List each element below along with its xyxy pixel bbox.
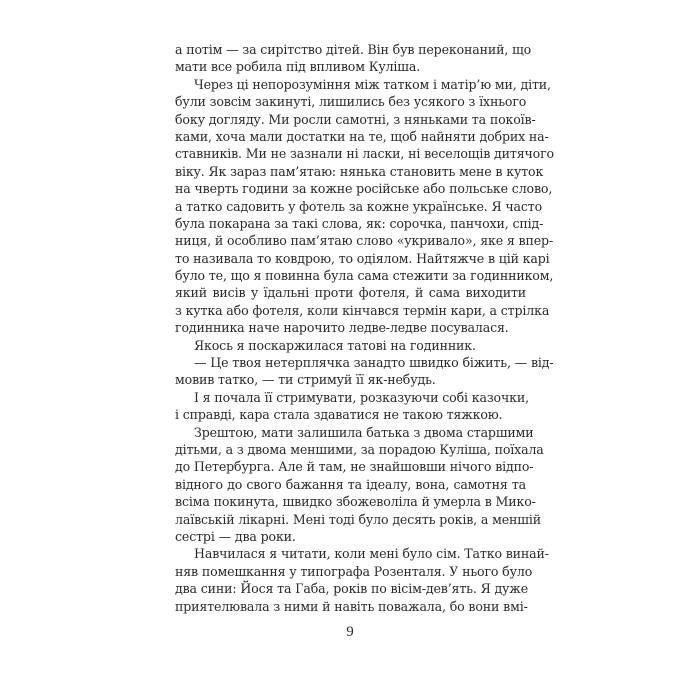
- page-number: 9: [346, 624, 354, 640]
- text-line: Через ці непорозуміння між татком і матір’ю ми, діти,: [194, 76, 551, 92]
- text-line: з кутка або фотеля, коли кінчався термін кари, а стрілка: [175, 302, 550, 318]
- text-line: а татко садовить у фотель за кожне українське. Я часто: [175, 198, 543, 214]
- text-line: Якось я поскаржилася татові на годинник.: [194, 337, 476, 353]
- text-line: і справді, кара стала здаватися не такою тяжкою.: [175, 407, 503, 423]
- text-line: було те, що я повинна була сама стежити за годинником,: [175, 268, 554, 284]
- text-line: дітьми, а з двома меншими, за порадою Куліша, поїхала: [175, 441, 544, 457]
- text-line: мати все робила під впливом Куліша.: [175, 59, 421, 75]
- text-line: мовив татко, — ти стримуй її як-небудь.: [175, 372, 436, 388]
- text-line: няв помешкання у типографа Розенталя. У нього було: [175, 563, 533, 579]
- text-line: на чверть години за кожне російське або польське слово,: [175, 181, 553, 197]
- text-line: до Петербурга. Але й там, не знайшовши нічого відпо-: [175, 459, 534, 475]
- text-line: була покарана за такі слова, як: сорочка, панчохи, спід-: [175, 215, 544, 231]
- text-line: — Це твоя нетерплячка занадто швидко біжить, — від-: [194, 355, 554, 371]
- text-line: ками, хоча мали достатки на те, щоб найняти добрих на-: [175, 128, 549, 144]
- text-line: відного до свого бажання та ідеалу, вона, самотня та: [175, 476, 526, 492]
- text-line: то називала то ковдрою, то одіялом. Найтяжче в цій карі: [175, 250, 550, 266]
- text-line: приятелювала з ними й навіть поважала, бо вони вмі-: [175, 598, 528, 614]
- text-line: а потім — за сирітство дітей. Він був переконаний, що: [175, 42, 532, 57]
- text-line: лаївській лікарні. Мені тоді було десять років, а меншій: [175, 511, 541, 527]
- text-line: годинника наче нарочито ледве-ледве посувалася.: [175, 320, 509, 336]
- text-line: всіма покинута, швидко збожеволіла й умерла в Мико-: [175, 494, 536, 510]
- text-line: Зрештою, мати залишила батька з двома старшими: [194, 424, 534, 440]
- text-line: Навчилася я читати, коли мені було сім. Татко винай-: [194, 546, 549, 562]
- text-line: сестрі — два роки.: [175, 528, 296, 544]
- text-line: ставників. Ми не зазнали ні ласки, ні веселощів дитячого: [175, 146, 554, 162]
- text-line: ниця, й особливо пам’ятаю слово «укривало», яке я впер-: [175, 233, 554, 249]
- text-line: віку. Як зараз пам’ятаю: нянька становить мене в куток: [175, 163, 544, 179]
- text-line: були зовсім закинуті, лишились без усякого з їхнього: [175, 94, 527, 110]
- text-line: І я почала її стримувати, розказуючи собі казочки,: [194, 389, 529, 405]
- text-line: боку догляду. Ми росли самотні, з няньками та покоїв-: [175, 111, 536, 127]
- text-line: два сини: Йося та Габа, років по вісім-дев’ять. Я дуже: [175, 581, 529, 597]
- body-text: [175, 41, 554, 615]
- text-line: який висів у їдальні проти фотеля, й сама виходити: [175, 285, 526, 301]
